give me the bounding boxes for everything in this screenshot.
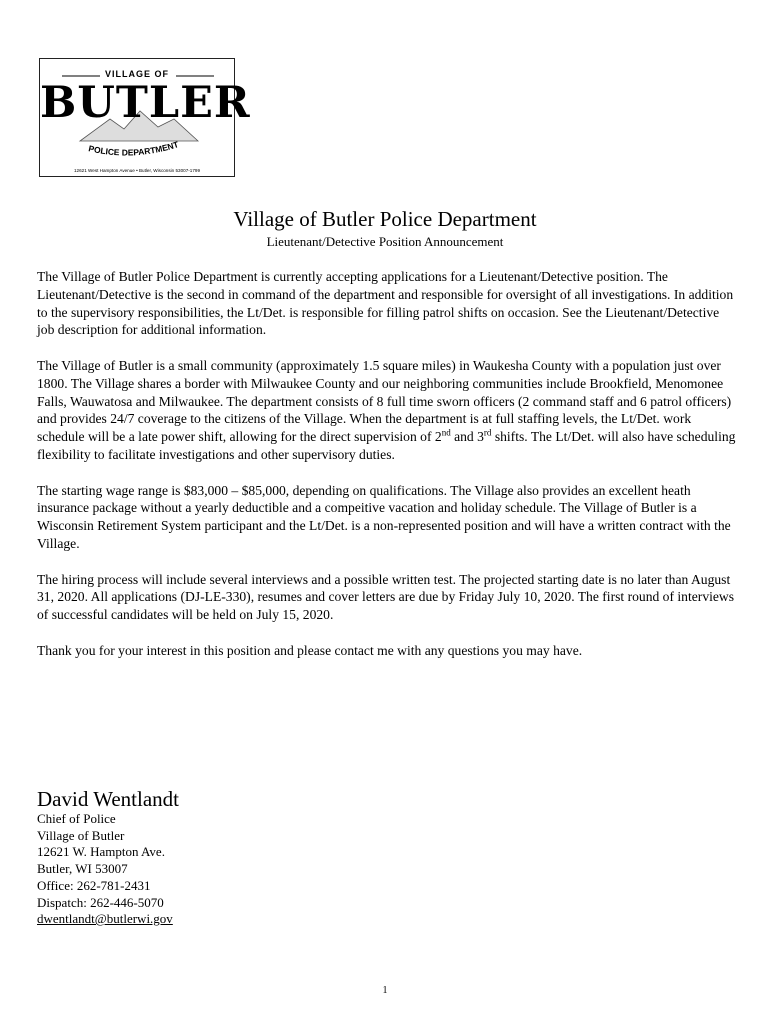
- superscript-rd: rd: [483, 427, 492, 438]
- paragraph-thanks: Thank you for your interest in this position and please contact me with any questions you may have.: [37, 642, 583, 658]
- paragraph-hiring-process: The hiring process will include several interviews and a possible written test. The projected starting date is no later than August 31, 2020. All applications (DJ-LE-330), resumes and cover letters are due by Friday July 10, 2020. The first round of interviews of successful candidates will be held on July 15, 2020.: [37, 571, 735, 623]
- signer-name: David Wentlandt: [37, 787, 179, 811]
- signer-dispatch-phone: Dispatch: 262-446-5070: [37, 894, 164, 910]
- signer-office-phone: Office: 262-781-2431: [37, 877, 151, 893]
- logo-arc-text: POLICE DEPARTMENT: [87, 139, 180, 158]
- signer-role: Chief of Police: [37, 811, 116, 826]
- paragraph-community-text-b: and 3: [450, 429, 484, 445]
- announcement-body: [37, 268, 737, 677]
- document-subtitle: Lieutenant/Detective Position Announcement: [266, 234, 504, 249]
- paragraph-community: [37, 357, 737, 464]
- signer-email-link[interactable]: dwentlandt@butlerwi.gov: [37, 911, 173, 927]
- page-number: 1: [382, 985, 388, 996]
- signer-org: Village of Butler: [37, 827, 125, 843]
- paragraph-community-text-c: shifts. The Lt/Det. will also have scheduling flexibility to facilitate investigations and other supervisory duties.: [37, 429, 736, 462]
- svg-text:POLICE DEPARTMENT: [88, 139, 181, 158]
- superscript-nd: nd: [441, 427, 451, 438]
- logo-village-of: VILLAGE OF: [105, 69, 169, 79]
- village-logo: [39, 58, 251, 177]
- paragraph-compensation: The starting wage range is $83,000 – $85,000, depending on qualifications. The Village also provides an excellent heath insurance package without a yearly deductible and a compeitive vacation and holiday schedule. The Village of Butler is a Wisconsin Retirement System participant and the Lt/Det. is a non-represented position and will have a written contract with the Village.: [37, 482, 731, 551]
- paragraph-community-text-a: The Village of Butler is a small community (approximately 1.5 square miles) in Waukesha County with a population just over 1800. The Village shares a border with Milwaukee County and our neighboring communities include Brookfield, Menomonee Falls, Wauwatosa and Milwaukee. The department consists of 8 full time sworn officers (2 command staff and 6 patrol officers) and provides 24/7 coverage to the citizens of the Village. When the department is at full staffing levels, the Lt/Det. work schedule will be a late power shift, allowing for the direct supervision of 2: [37, 357, 732, 445]
- signer-street: 12621 W. Hampton Ave.: [37, 844, 165, 860]
- logo-address: 12621 West Hampton Avenue • Butler, Wisconsin 53007-1799: [73, 168, 201, 173]
- signer-city: Butler, WI 53007: [37, 861, 128, 877]
- signer-contact-block: [37, 811, 173, 928]
- logo-butler: BUTLER: [40, 78, 251, 128]
- paragraph-position: The Village of Butler Police Department is currently accepting applications for a Lieutenant/Detective position. The Lieutenant/Detective is the second in command of the department and responsible for oversight of all investigations. In addition to the supervisory responsibilities, the Lt/Det. is responsible for filling patrol shifts on occasion. See the Lieutenant/Detective job description for additional information.: [37, 269, 734, 338]
- document-title: Village of Butler Police Department: [233, 207, 537, 231]
